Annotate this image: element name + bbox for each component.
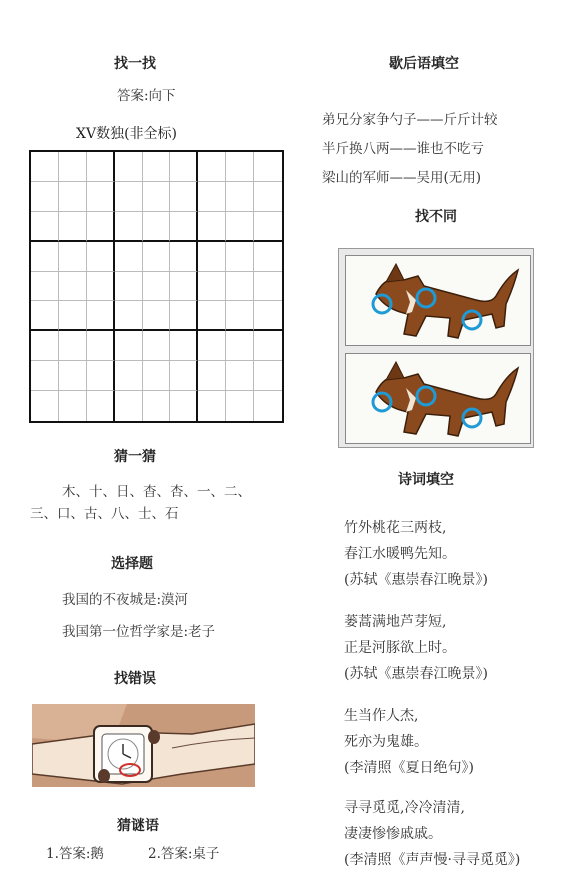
xiehouyu-line: 梁山的军师——吴用(无用) — [322, 170, 482, 186]
sudoku-cell — [226, 212, 254, 242]
sudoku-cell — [59, 242, 87, 272]
sudoku-cell — [31, 272, 59, 302]
sudoku-cell — [254, 242, 282, 272]
poem-line: 春江水暖鸭先知。 — [344, 546, 456, 562]
poem-line: 蒌蒿满地芦芽短, — [344, 614, 447, 630]
find-diff-bottom-pane — [345, 353, 531, 444]
sudoku-cell — [143, 301, 171, 331]
find-error-picture — [32, 704, 255, 787]
xiehouyu-list — [322, 106, 498, 193]
sudoku-cell — [31, 242, 59, 272]
sudoku-cell — [170, 212, 198, 242]
find-diff-picture — [338, 248, 534, 448]
sudoku-cell — [115, 242, 143, 272]
sudoku-cell — [31, 301, 59, 331]
sudoku-cell — [115, 361, 143, 391]
poem-line: 凄凄惨惨戚戚。 — [344, 826, 442, 842]
xiehouyu-title: 歇后语填空 — [389, 56, 459, 72]
sudoku-cell — [59, 361, 87, 391]
poem-line: 生当作人杰, — [344, 708, 419, 724]
sudoku-cell — [226, 182, 254, 212]
sudoku-cell — [115, 391, 143, 421]
sudoku-cell — [198, 391, 226, 421]
choice-q1: 我国的不夜城是:漠河 — [62, 592, 189, 608]
sudoku-cell — [59, 331, 87, 361]
sudoku-cell — [59, 301, 87, 331]
sudoku-cell — [59, 272, 87, 302]
sudoku-cell — [143, 182, 171, 212]
sudoku-cell — [170, 391, 198, 421]
poem-line: 竹外桃花三两枝, — [344, 520, 447, 536]
sudoku-cell — [31, 331, 59, 361]
sudoku-grid — [29, 150, 284, 423]
sudoku-cell — [254, 331, 282, 361]
poem-source: (苏轼《惠崇春江晚景》) — [344, 572, 488, 588]
sudoku-cell — [170, 361, 198, 391]
poem-stanza-1 — [344, 515, 488, 593]
dog-illustration-bottom — [346, 354, 530, 443]
sudoku-cell — [226, 272, 254, 302]
sudoku-title: XV数独(非全标) — [76, 126, 178, 142]
sudoku-cell — [87, 212, 115, 242]
sudoku-cell — [143, 391, 171, 421]
sudoku-cell — [254, 182, 282, 212]
sudoku-cell — [254, 272, 282, 302]
sudoku-cell — [198, 331, 226, 361]
riddle-answer-1: 1.答案:鹅 — [46, 846, 104, 862]
sudoku-cell — [170, 331, 198, 361]
sudoku-cell — [254, 152, 282, 182]
sudoku-cell — [226, 301, 254, 331]
sudoku-cell — [143, 272, 171, 302]
xiehouyu-line: 弟兄分家争勺子——斤斤计较 — [322, 112, 498, 128]
wrist-watch-illustration — [32, 704, 255, 787]
poem-stanza-2 — [344, 609, 488, 687]
sudoku-cell — [226, 152, 254, 182]
poem-source: (李清照《声声慢·寻寻觅觅》) — [344, 852, 521, 868]
sudoku-cell — [198, 361, 226, 391]
sudoku-cell — [170, 182, 198, 212]
sudoku-cell — [143, 331, 171, 361]
sudoku-cell — [143, 242, 171, 272]
sudoku-cell — [31, 182, 59, 212]
guess-title: 猜一猜 — [114, 449, 156, 465]
sudoku-cell — [115, 212, 143, 242]
choice-title: 选择题 — [111, 556, 153, 572]
poem-stanza-4 — [344, 795, 520, 873]
sudoku-cell — [198, 182, 226, 212]
sudoku-cell — [31, 212, 59, 242]
sudoku-cell — [115, 182, 143, 212]
sudoku-cell — [59, 182, 87, 212]
sudoku-cell — [170, 242, 198, 272]
poem-source: (李清照《夏日绝句》) — [344, 760, 474, 776]
sudoku-cell — [87, 152, 115, 182]
sudoku-cell — [254, 212, 282, 242]
sudoku-cell — [226, 391, 254, 421]
find-one-title: 找一找 — [114, 56, 156, 72]
sudoku-cell — [170, 301, 198, 331]
sudoku-cell — [87, 182, 115, 212]
sudoku-cell — [59, 152, 87, 182]
sudoku-cell — [143, 212, 171, 242]
sudoku-cell — [87, 301, 115, 331]
find-error-title: 找错误 — [114, 671, 156, 687]
sudoku-cell — [254, 361, 282, 391]
sudoku-cell — [115, 272, 143, 302]
poem-line: 正是河豚欲上时。 — [344, 640, 456, 656]
poem-stanza-3 — [344, 703, 474, 781]
guess-line-2: 三、口、古、八、士、石 — [30, 506, 179, 522]
poem-line: 死亦为鬼雄。 — [344, 734, 428, 750]
sudoku-cell — [198, 242, 226, 272]
find-diff-top-pane — [345, 255, 531, 346]
find-diff-title: 找不同 — [415, 209, 457, 225]
sudoku-cell — [254, 301, 282, 331]
sudoku-cell — [143, 152, 171, 182]
sudoku-cell — [226, 242, 254, 272]
choice-q2: 我国第一位哲学家是:老子 — [62, 624, 216, 640]
sudoku-cell — [115, 301, 143, 331]
guess-line-1: 木、十、日、杳、杏、一、二、 — [62, 484, 251, 500]
sudoku-cell — [198, 152, 226, 182]
xiehouyu-line: 半斤换八两——谁也不吃亏 — [322, 141, 484, 157]
sudoku-cell — [31, 391, 59, 421]
sudoku-cell — [143, 361, 171, 391]
poems-title: 诗词填空 — [398, 472, 454, 488]
sudoku-cell — [59, 391, 87, 421]
sudoku-cell — [170, 152, 198, 182]
sudoku-cell — [198, 301, 226, 331]
sudoku-cell — [226, 331, 254, 361]
dog-illustration-top — [346, 256, 530, 345]
sudoku-cell — [87, 361, 115, 391]
sudoku-cell — [198, 212, 226, 242]
poem-source: (苏轼《惠崇春江晚景》) — [344, 666, 488, 682]
sudoku-cell — [87, 391, 115, 421]
sudoku-cell — [115, 331, 143, 361]
riddle-title: 猜谜语 — [117, 818, 159, 834]
sudoku-cell — [226, 361, 254, 391]
riddle-answer-2: 2.答案:桌子 — [148, 846, 220, 862]
sudoku-cell — [254, 391, 282, 421]
find-one-answer: 答案:向下 — [117, 88, 176, 104]
sudoku-cell — [87, 272, 115, 302]
sudoku-cell — [87, 331, 115, 361]
sudoku-cell — [115, 152, 143, 182]
sudoku-cell — [170, 272, 198, 302]
sudoku-cell — [198, 272, 226, 302]
poem-line: 寻寻觅觅,冷冷清清, — [344, 800, 465, 816]
sudoku-cell — [31, 152, 59, 182]
sudoku-cell — [59, 212, 87, 242]
sudoku-cell — [87, 242, 115, 272]
sudoku-cell — [31, 361, 59, 391]
